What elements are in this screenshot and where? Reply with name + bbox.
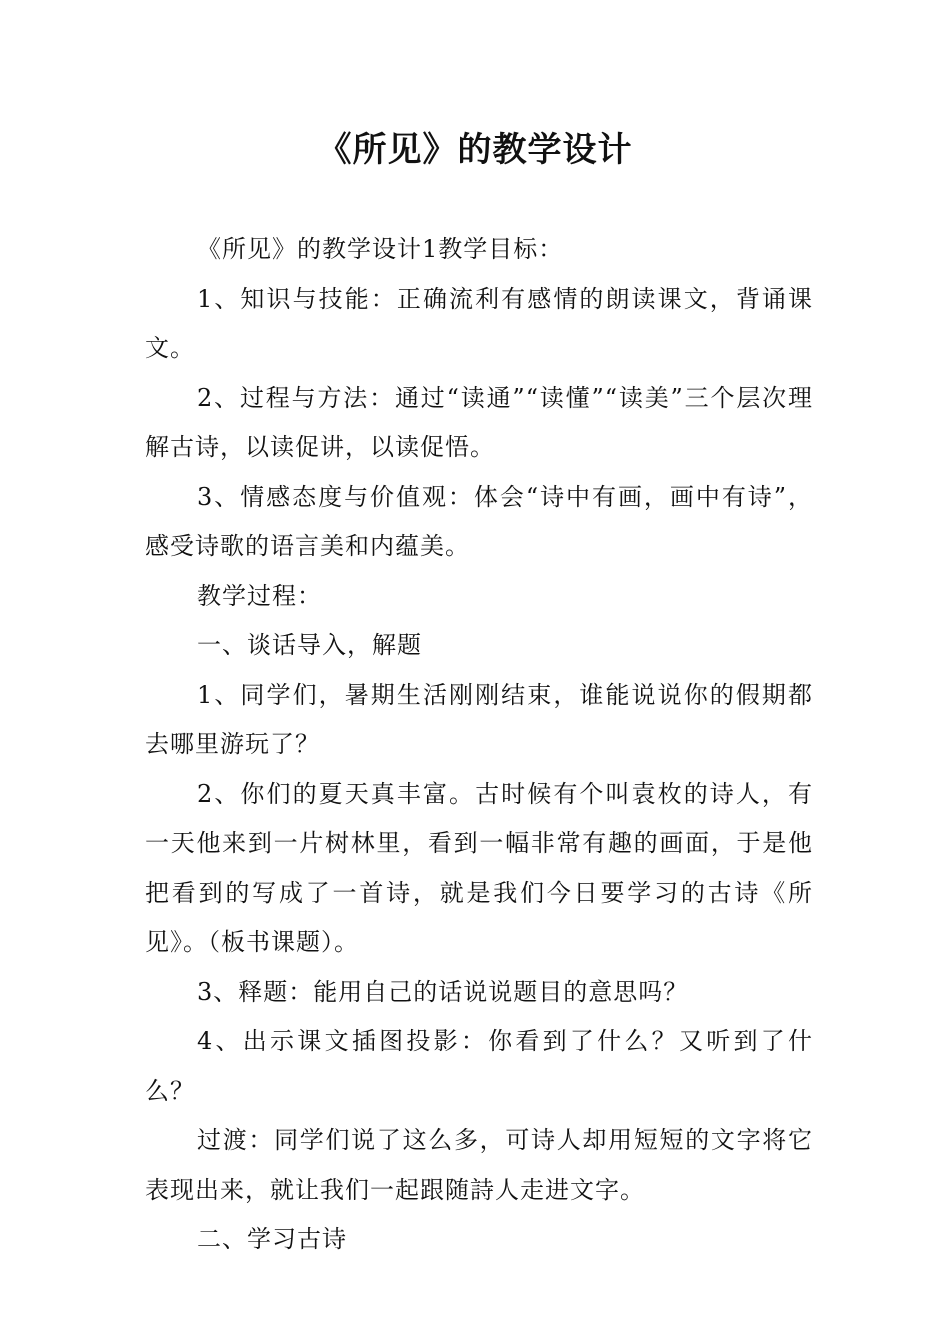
paragraph-teaching-process: 教学过程：	[197, 581, 322, 610]
section-heading-1: 一、谈话导入，解题	[197, 631, 422, 659]
section-heading-2: 二、学习古诗	[197, 1225, 347, 1253]
paragraph-step-3: 3、释题：能用自己的话说说题目的意思吗？	[197, 977, 689, 1006]
paragraph-transition: 过渡：同学们说了这么多，可诗人却用短短的文字将它表现出来，就让我们一起跟随詩人走进文字。	[145, 1126, 813, 1204]
paragraph-step-1: 1、同学们，暑期生活刚刚结束，谁能说说你的假期都去哪里游玩了？	[145, 680, 813, 758]
paragraph-step-4: 4、出示课文插图投影：你看到了什么？又听到了什么？	[145, 1027, 813, 1105]
paragraph-goal-process: 2、过程与方法：通过“读通”“读懂”“读美”三个层次理解古诗，以读促讲，以读促悟。	[145, 383, 813, 461]
document-body	[145, 225, 813, 1265]
paragraph-goal-knowledge: 1、知识与技能：正确流利有感情的朗读课文，背诵课文。	[145, 284, 813, 362]
paragraph-heading-intro: 《所见》的教学设计1教学目标：	[197, 235, 564, 263]
paragraph-goal-emotion: 3、情感态度与价值观：体会“诗中有画，画中有诗”，感受诗歌的语言美和内蕴美。	[145, 482, 813, 560]
document-title: 《所见》的教学设计	[317, 130, 633, 170]
paragraph-step-2: 2、你们的夏天真丰富。古时候有个叫袁枚的诗人，有一天他来到一片树林里，看到一幅非常有趣的画面，于是他把看到的写成了一首诗，就是我们今日要学习的古诗《所见》。（板书课题）。	[145, 779, 813, 956]
